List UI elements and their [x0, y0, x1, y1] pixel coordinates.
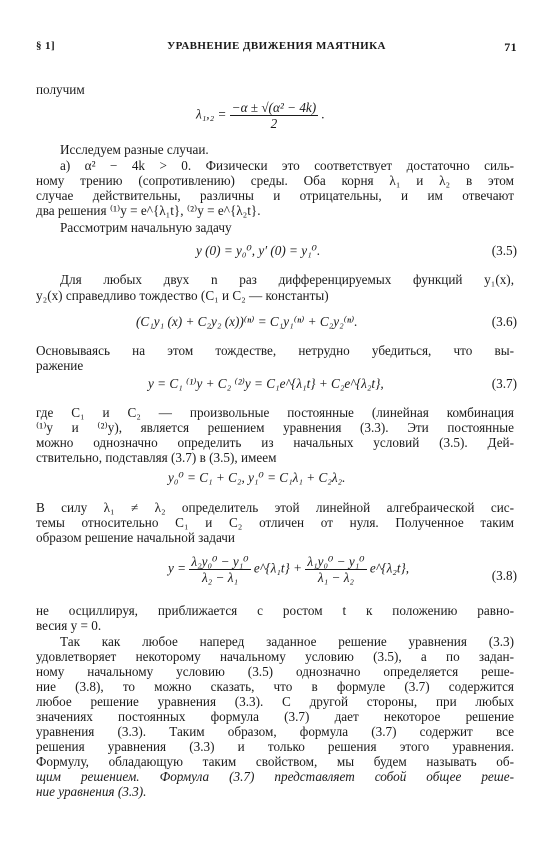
eq38-numerator-2: λ₁y₀⁰ − y₁⁰ [307, 554, 365, 569]
text-line: Так как любое наперед заданное решение уравнения (3.3) [60, 634, 514, 649]
running-title: УРАВНЕНИЕ ДВИЖЕНИЯ МАЯТНИКА [167, 40, 386, 52]
text-line: можно однозначно определить из начальных условий (3.5). Дей- [36, 435, 514, 450]
equation-number: (3.8) [491, 568, 517, 583]
equation-number: (3.6) [491, 314, 517, 329]
text-line: В силу λ₁ ≠ λ₂ определитель этой линейной алгебраической сис- [36, 500, 514, 515]
text-line: случае действительны, различны и отрицательны, и им отвечают [36, 188, 514, 203]
text-line: Для любых двух n раз дифференцируемых функций y₁(x), [60, 272, 514, 287]
equation-3-7: y = C₁ ⁽¹⁾y + C₂ ⁽²⁾y = C₁e^{λ₁t} + C₂e^{λ₂t}, [148, 376, 384, 391]
text-line: ражение [36, 358, 84, 373]
equation-3-6: (C₁y₁ (x) + C₂y₂ (x))⁽ⁿ⁾ = C₁y₁⁽ⁿ⁾ + C₂y₂⁽ⁿ⁾. [136, 314, 358, 329]
lambda-numerator: −α ± √(α² − 4k) [231, 100, 317, 115]
text-line: Рассмотрим начальную задачу [60, 220, 232, 235]
equation-number: (3.7) [491, 376, 517, 391]
equation-3-5: y (0) = y₀⁰, y′ (0) = y₁⁰. [196, 243, 321, 258]
text-line: ние уравнения (3.3). [36, 784, 147, 799]
text-line: щим решением. Формула (3.7) представляет собой общее реше- [36, 769, 514, 784]
text-line: y₂(x) справедливо тождество (C₁ и C₂ — константы) [36, 288, 329, 303]
page-number: 71 [504, 40, 517, 54]
text-line: получим [36, 82, 85, 97]
text-line: весия y = 0. [36, 618, 102, 633]
text-line: Формулу, обладающую таким свойством, мы будем называть об- [36, 754, 514, 769]
text-line: ствительно, подставляя (3.7) в (3.5), имеем [36, 450, 277, 465]
text-line: уравнения (3.3). Таким образом, формула (3.7) содержит все [36, 724, 514, 739]
eq38-numerator-1: λ₂y₀⁰ − y₁⁰ [191, 554, 249, 569]
text-line: два решения ⁽¹⁾y = e^{λ₁t}, ⁽²⁾y = e^{λ₂t}. [36, 203, 261, 218]
eq38-denominator-1: λ₂ − λ₁ [201, 570, 239, 585]
text-line: значениях постоянных формула (3.7) дает некоторое решение [36, 709, 514, 724]
lambda-lhs: λ₁,₂ = [196, 106, 227, 122]
eq38-denominator-2: λ₁ − λ₂ [317, 570, 354, 585]
eq38-tail: e^{λ₂t}, [369, 560, 410, 576]
eq38-middle: e^{λ₁t} + [253, 560, 303, 576]
section-mark: § 1] [36, 40, 56, 52]
text-line: где C₁ и C₂ — произвольные постоянные (линейная комбинация [36, 405, 514, 420]
lambda-fraction [230, 100, 319, 131]
text-line: Основываясь на этом тождестве, нетрудно убедиться, что вы- [36, 343, 514, 358]
text-line: ному начальному условию (3.5) однозначно определяется реше- [36, 664, 514, 679]
text-line: ⁽¹⁾y и ⁽²⁾y), является решением уравнения (3.3). Эти постоянные [36, 420, 514, 435]
text-line: а) α² − 4k > 0. Физически это соответствует достаточно силь- [60, 158, 514, 173]
equation-number: (3.5) [491, 243, 517, 258]
eq38-fraction-1 [189, 554, 250, 585]
text-line: ние (3.8), то можно сказать, что в формуле (3.7) содержится [36, 679, 514, 694]
text-line: решения уравнения (3.3) и только решения этого уравнения. [36, 739, 514, 754]
text-line: удовлетворяет некоторому начальному условию (3.5), а по задан- [36, 649, 514, 664]
text-line: темы относительно C₁ и C₂ отличен от нуля. Полученное таким [36, 515, 514, 530]
text-line: ному трению (сопротивлению) среды. Оба корня λ₁ и λ₂ в этом [36, 173, 514, 188]
lambda-period: . [321, 106, 325, 122]
text-line: любое решение уравнения (3.3). С другой стороны, при любых [36, 694, 514, 709]
lambda-denominator: 2 [270, 116, 278, 131]
equation-3-8 [168, 554, 409, 585]
running-header [36, 40, 517, 56]
eq38-lhs: y = [168, 560, 187, 576]
lambda-formula [196, 100, 325, 131]
text-line: не осциллируя, приближается с ростом t к положению равно- [36, 603, 514, 618]
eq38-fraction-2 [305, 554, 366, 585]
equation-system: y₀⁰ = C₁ + C₂, y₁⁰ = C₁λ₁ + C₂λ₂. [168, 470, 346, 485]
text-line: Исследуем разные случаи. [60, 142, 209, 157]
text-line: образом решение начальной задачи [36, 530, 235, 545]
